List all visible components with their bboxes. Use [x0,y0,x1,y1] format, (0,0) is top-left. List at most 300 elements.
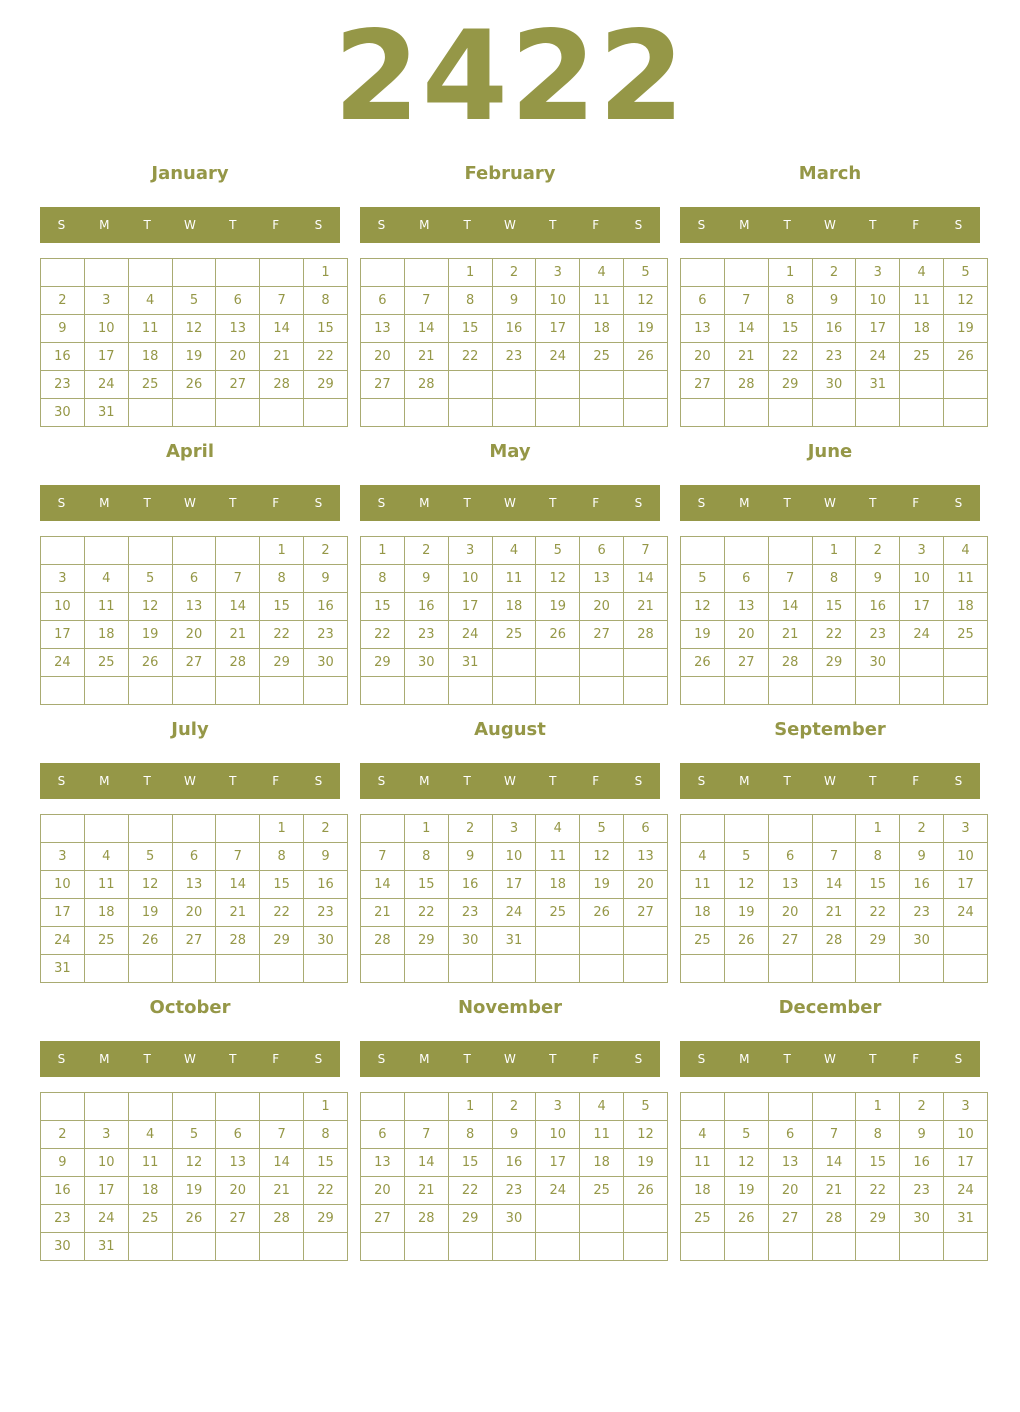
day-cell: 9 [856,565,900,593]
day-cell: 7 [624,537,668,565]
day-cell: 18 [128,343,172,371]
day-cell: 2 [404,537,448,565]
day-cell: 21 [812,899,856,927]
empty-day-cell [536,927,580,955]
day-cell: 23 [900,1177,944,1205]
weekday-label: F [912,1052,920,1066]
empty-day-cell [681,259,725,287]
empty-day-cell [768,815,812,843]
day-cell: 30 [448,927,492,955]
empty-day-cell [304,1233,348,1261]
day-cell: 3 [448,537,492,565]
day-cell: 25 [944,621,988,649]
empty-day-cell [768,677,812,705]
day-cell: 2 [900,1093,944,1121]
month-name: June [807,441,853,462]
day-cell: 28 [624,621,668,649]
day-cell: 14 [260,1149,304,1177]
day-cell: 20 [361,343,405,371]
day-cell: 22 [812,621,856,649]
empty-day-cell [84,259,128,287]
day-cell: 23 [41,371,85,399]
week-row [681,399,988,427]
day-cell: 6 [361,287,405,315]
day-cell: 21 [404,1177,448,1205]
weekday-header [40,207,340,243]
week-row [681,287,988,315]
week-row [361,899,668,927]
empty-day-cell [624,677,668,705]
day-cell: 24 [536,1177,580,1205]
weekday-label: T [869,218,877,232]
day-cell: 20 [768,899,812,927]
day-cell: 10 [536,1121,580,1149]
day-cell: 20 [724,621,768,649]
empty-day-cell [536,677,580,705]
day-cell: 12 [724,871,768,899]
day-cell: 15 [260,593,304,621]
day-grid [40,536,348,705]
empty-day-cell [216,955,260,983]
day-cell: 12 [724,1149,768,1177]
day-cell: 29 [361,649,405,677]
day-cell: 23 [856,621,900,649]
day-cell: 19 [681,621,725,649]
day-cell: 16 [812,315,856,343]
empty-day-cell [812,399,856,427]
month-name: September [774,719,886,740]
weekday-label: S [377,218,386,232]
empty-day-cell [724,399,768,427]
day-cell: 1 [448,1093,492,1121]
empty-day-cell [944,1233,988,1261]
empty-day-cell [580,649,624,677]
weekday-label: S [314,1052,323,1066]
weekday-label: M [419,496,430,510]
day-cell: 10 [856,287,900,315]
weekday-label: W [824,1052,836,1066]
weekday-header [360,207,660,243]
weekday-label: S [314,774,323,788]
day-cell: 30 [41,399,85,427]
day-cell: 26 [172,1205,216,1233]
empty-day-cell [260,1093,304,1121]
week-row [681,259,988,287]
day-cell: 12 [580,843,624,871]
day-cell: 28 [812,1205,856,1233]
month-name: February [464,163,556,184]
weekday-header [40,763,340,799]
weekday-label: M [739,1052,750,1066]
day-cell: 24 [41,649,85,677]
day-cell: 20 [361,1177,405,1205]
week-row [41,593,348,621]
day-cell: 2 [812,259,856,287]
day-cell: 5 [681,565,725,593]
day-cell: 19 [580,871,624,899]
empty-day-cell [128,537,172,565]
empty-day-cell [216,1093,260,1121]
day-cell: 27 [216,1205,260,1233]
empty-day-cell [84,537,128,565]
day-grid [360,814,668,983]
day-cell: 4 [580,259,624,287]
week-row [41,649,348,677]
weekday-label: T [229,1052,237,1066]
day-cell: 16 [492,1149,536,1177]
week-row [361,871,668,899]
empty-day-cell [812,955,856,983]
day-cell: 1 [304,259,348,287]
weekday-label: T [869,774,877,788]
day-grid [680,814,988,983]
day-cell: 30 [812,371,856,399]
week-row [681,593,988,621]
day-cell: 13 [361,1149,405,1177]
day-cell: 13 [216,315,260,343]
weekday-label: S [954,774,963,788]
day-cell: 19 [624,315,668,343]
weekday-label: S [57,496,66,510]
empty-day-cell [900,399,944,427]
empty-day-cell [944,649,988,677]
day-cell: 26 [128,927,172,955]
empty-day-cell [624,927,668,955]
empty-day-cell [492,955,536,983]
day-cell: 24 [944,1177,988,1205]
day-cell: 22 [260,621,304,649]
day-cell: 25 [128,1205,172,1233]
weekday-label: W [184,774,196,788]
week-row [41,621,348,649]
day-cell: 22 [304,343,348,371]
day-cell: 23 [404,621,448,649]
day-cell: 11 [580,287,624,315]
empty-day-cell [624,1233,668,1261]
week-row [361,927,668,955]
day-cell: 28 [260,371,304,399]
weekday-label: T [229,218,237,232]
week-row [681,899,988,927]
weekday-header [680,485,980,521]
weekday-label: S [634,496,643,510]
empty-day-cell [404,955,448,983]
empty-day-cell [580,399,624,427]
weekday-label: S [314,496,323,510]
empty-day-cell [724,815,768,843]
day-cell: 12 [172,1149,216,1177]
empty-day-cell [448,677,492,705]
day-cell: 9 [900,1121,944,1149]
empty-day-cell [404,1093,448,1121]
day-cell: 31 [448,649,492,677]
week-row [681,371,988,399]
day-cell: 1 [404,815,448,843]
empty-day-cell [681,955,725,983]
day-cell: 22 [448,343,492,371]
weekday-label: F [592,496,600,510]
day-cell: 4 [536,815,580,843]
day-cell: 13 [216,1149,260,1177]
day-cell: 13 [580,565,624,593]
day-cell: 10 [900,565,944,593]
day-cell: 25 [900,343,944,371]
week-row [41,1121,348,1149]
month-name: July [171,719,209,740]
day-cell: 22 [361,621,405,649]
day-cell: 22 [260,899,304,927]
day-cell: 8 [304,287,348,315]
day-cell: 6 [724,565,768,593]
day-cell: 21 [216,899,260,927]
empty-day-cell [361,955,405,983]
week-row [361,1121,668,1149]
week-row [41,1205,348,1233]
day-cell: 17 [944,1149,988,1177]
weekday-label: W [184,218,196,232]
day-cell: 11 [681,871,725,899]
empty-day-cell [84,677,128,705]
day-cell: 16 [856,593,900,621]
day-cell: 3 [536,259,580,287]
weekday-label: W [504,1052,516,1066]
empty-day-cell [304,399,348,427]
day-cell: 24 [492,899,536,927]
day-cell: 3 [536,1093,580,1121]
weekday-label: T [143,496,151,510]
day-cell: 21 [812,1177,856,1205]
day-cell: 9 [404,565,448,593]
day-cell: 13 [361,315,405,343]
day-cell: 29 [404,927,448,955]
weekday-header [40,485,340,521]
day-cell: 14 [812,1149,856,1177]
week-row [361,621,668,649]
empty-day-cell [681,815,725,843]
day-cell: 6 [580,537,624,565]
day-cell: 5 [580,815,624,843]
day-cell: 6 [624,815,668,843]
day-cell: 18 [900,315,944,343]
empty-day-cell [172,259,216,287]
day-cell: 3 [41,565,85,593]
day-cell: 8 [404,843,448,871]
empty-day-cell [536,399,580,427]
day-cell: 27 [624,899,668,927]
day-cell: 3 [944,815,988,843]
day-cell: 11 [681,1149,725,1177]
weekday-label: F [912,218,920,232]
empty-day-cell [216,259,260,287]
week-row [361,955,668,983]
day-cell: 28 [216,927,260,955]
empty-day-cell [580,927,624,955]
day-cell: 15 [768,315,812,343]
week-row [361,537,668,565]
weekday-label: F [272,774,280,788]
day-cell: 29 [304,1205,348,1233]
day-cell: 17 [536,1149,580,1177]
day-cell: 4 [128,287,172,315]
day-cell: 27 [361,371,405,399]
day-cell: 9 [900,843,944,871]
day-cell: 15 [260,871,304,899]
day-cell: 30 [41,1233,85,1261]
day-cell: 18 [580,315,624,343]
day-cell: 14 [216,593,260,621]
week-row [41,399,348,427]
day-cell: 6 [172,843,216,871]
day-cell: 13 [768,871,812,899]
weekday-label: M [739,496,750,510]
empty-day-cell [536,1205,580,1233]
day-cell: 20 [580,593,624,621]
day-cell: 26 [724,927,768,955]
weekday-label: S [954,1052,963,1066]
day-cell: 16 [492,315,536,343]
day-cell: 1 [260,537,304,565]
day-cell: 11 [536,843,580,871]
day-cell: 31 [492,927,536,955]
weekday-label: F [272,218,280,232]
day-cell: 27 [768,927,812,955]
day-cell: 17 [84,343,128,371]
weekday-label: M [419,774,430,788]
day-cell: 27 [361,1205,405,1233]
week-row [361,315,668,343]
day-cell: 3 [84,287,128,315]
empty-day-cell [172,1233,216,1261]
day-cell: 6 [216,1121,260,1149]
day-cell: 10 [492,843,536,871]
week-row [681,649,988,677]
day-cell: 11 [128,1149,172,1177]
day-cell: 18 [681,899,725,927]
empty-day-cell [41,815,85,843]
day-cell: 13 [172,871,216,899]
empty-day-cell [681,677,725,705]
weekday-label: S [697,218,706,232]
empty-day-cell [724,677,768,705]
weekday-label: W [824,218,836,232]
weekday-label: T [783,496,791,510]
day-cell: 8 [768,287,812,315]
month-name: August [474,719,546,740]
day-cell: 13 [681,315,725,343]
empty-day-cell [260,955,304,983]
day-cell: 21 [404,343,448,371]
day-cell: 14 [260,315,304,343]
empty-day-cell [900,649,944,677]
empty-day-cell [900,371,944,399]
week-row [41,315,348,343]
empty-day-cell [536,955,580,983]
weekday-label: S [697,774,706,788]
day-cell: 8 [260,565,304,593]
day-cell: 25 [681,1205,725,1233]
empty-day-cell [361,1233,405,1261]
empty-day-cell [900,1233,944,1261]
day-cell: 10 [41,593,85,621]
empty-day-cell [448,371,492,399]
week-row [41,565,348,593]
week-row [681,1093,988,1121]
weekday-header [680,1041,980,1077]
weekday-label: T [143,218,151,232]
day-cell: 26 [944,343,988,371]
day-cell: 30 [304,649,348,677]
week-row [361,371,668,399]
week-row [361,593,668,621]
week-row [41,343,348,371]
day-cell: 1 [361,537,405,565]
day-cell: 29 [768,371,812,399]
day-cell: 3 [856,259,900,287]
weekday-label: F [912,496,920,510]
week-row [361,1093,668,1121]
day-cell: 1 [856,1093,900,1121]
empty-day-cell [260,1233,304,1261]
day-grid [40,258,348,427]
day-cell: 29 [856,927,900,955]
week-row [41,259,348,287]
weekday-label: T [549,774,557,788]
empty-day-cell [681,1233,725,1261]
day-cell: 19 [172,343,216,371]
weekday-label: S [634,774,643,788]
day-cell: 24 [84,1205,128,1233]
day-cell: 14 [216,871,260,899]
day-cell: 23 [492,1177,536,1205]
empty-day-cell [768,537,812,565]
day-cell: 25 [580,1177,624,1205]
week-row [361,343,668,371]
day-cell: 4 [900,259,944,287]
day-cell: 10 [448,565,492,593]
empty-day-cell [361,677,405,705]
day-cell: 6 [768,843,812,871]
day-cell: 2 [856,537,900,565]
day-cell: 1 [812,537,856,565]
day-cell: 28 [724,371,768,399]
day-cell: 20 [624,871,668,899]
day-cell: 4 [681,843,725,871]
week-row [681,1121,988,1149]
day-cell: 15 [448,315,492,343]
year-title: 2422 [333,5,687,149]
weekday-header [360,485,660,521]
empty-day-cell [580,955,624,983]
weekday-label: T [229,496,237,510]
week-row [41,1177,348,1205]
day-cell: 16 [41,1177,85,1205]
day-cell: 26 [580,899,624,927]
empty-day-cell [84,1093,128,1121]
day-cell: 1 [260,815,304,843]
day-cell: 5 [624,1093,668,1121]
empty-day-cell [172,815,216,843]
week-row [361,399,668,427]
day-cell: 15 [304,1149,348,1177]
day-cell: 18 [84,621,128,649]
day-cell: 9 [41,315,85,343]
weekday-label: T [549,496,557,510]
empty-day-cell [172,399,216,427]
empty-day-cell [580,1205,624,1233]
week-row [681,315,988,343]
week-row [361,287,668,315]
day-cell: 5 [128,843,172,871]
